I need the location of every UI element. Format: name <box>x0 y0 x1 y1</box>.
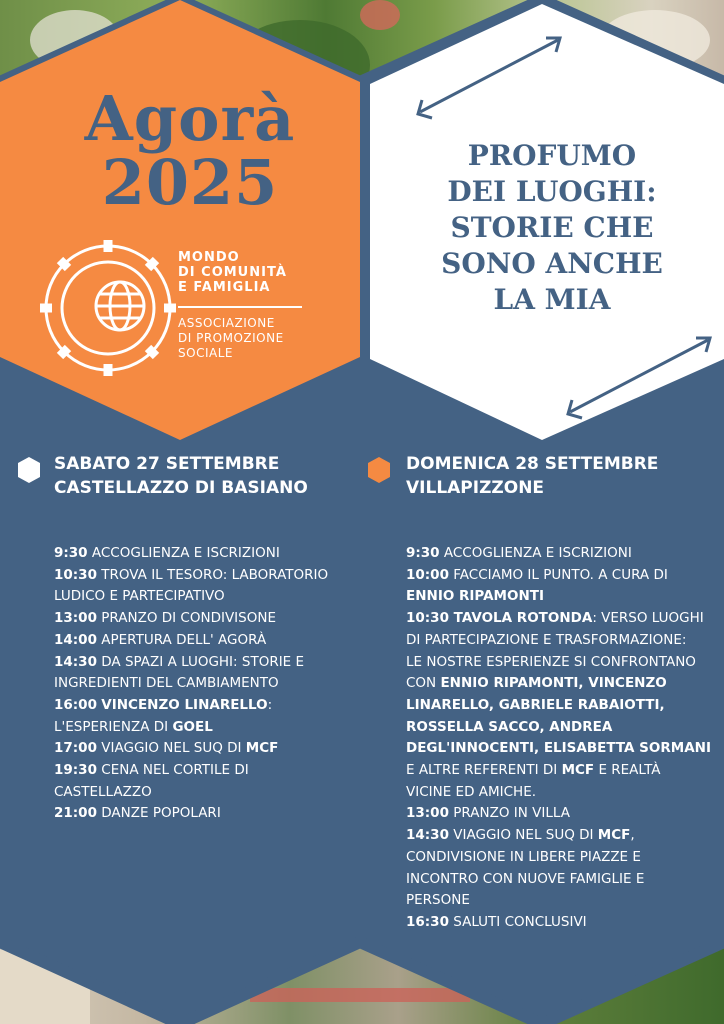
headline-line: LA MIA <box>493 283 611 316</box>
program-line <box>54 782 328 804</box>
headline-line: PROFUMO <box>467 139 637 172</box>
program-text: VICINE ED AMICHE. <box>406 783 537 800</box>
program-line <box>406 630 711 652</box>
program-line <box>54 760 328 782</box>
association-line: DI PROMOZIONE <box>178 331 284 345</box>
program-line <box>406 890 711 912</box>
program-line <box>54 803 328 825</box>
program-text: CASTELLAZZO <box>54 783 152 800</box>
program-text: PRANZO IN VILLA <box>448 805 570 822</box>
program-line <box>406 803 711 825</box>
program-text: 21:00 <box>54 805 97 822</box>
program-line <box>54 717 328 739</box>
program-text: DEGL'INNOCENTI, ELISABETTA SORMANI <box>406 740 711 757</box>
program-text: DANZE POPOLARI <box>96 805 221 822</box>
event-title-line1: Agorà <box>84 82 296 155</box>
day1-program <box>54 543 328 825</box>
program-text: 16:30 <box>406 913 449 930</box>
program-text: 10:30 <box>54 566 97 583</box>
day2-header <box>406 452 658 500</box>
day1-header <box>54 452 308 500</box>
program-line <box>406 586 711 608</box>
day1-date: SABATO 27 SETTEMBRE <box>54 454 280 474</box>
program-text: APERTURA DELL' AGORÀ <box>96 631 267 648</box>
program-text: : <box>267 696 273 713</box>
program-text: PRANZO DI CONDIVISONE <box>96 610 276 627</box>
program-line <box>406 717 711 739</box>
program-line <box>54 543 328 565</box>
program-text: GOEL <box>172 718 213 735</box>
org-name <box>178 250 308 295</box>
event-headline <box>402 138 702 318</box>
program-text: ACCOGLIENZA E ISCRIZIONI <box>87 545 280 561</box>
program-text: ROSSELLA SACCO, ANDREA <box>406 718 613 735</box>
program-line <box>54 652 328 674</box>
program-text: L'ESPERIENZA DI <box>54 718 173 735</box>
program-line <box>54 738 328 760</box>
day2-place: VILLAPIZZONE <box>406 478 545 498</box>
program-text: MCF <box>245 740 279 757</box>
program-text: CONDIVISIONE IN LIBERE PIAZZE E <box>406 848 641 865</box>
program-text: VIAGGIO NEL SUQ DI <box>96 740 246 757</box>
program-line <box>406 652 711 674</box>
program-text: ACCOGLIENZA E ISCRIZIONI <box>439 545 632 561</box>
program-text: , <box>630 827 635 844</box>
program-text: CON <box>406 675 441 692</box>
program-line <box>406 608 711 630</box>
program-text: INCONTRO CON NUOVE FAMIGLIE E <box>406 870 645 887</box>
program-text: SALUTI CONCLUSIVI <box>448 913 587 930</box>
day2-program <box>406 543 711 934</box>
program-line <box>406 869 711 891</box>
program-text: 13:00 <box>406 805 449 822</box>
program-line <box>406 695 711 717</box>
program-text: VINCENZO LINARELLO <box>101 696 268 713</box>
logo-divider <box>178 306 302 308</box>
program-line <box>54 586 328 608</box>
org-name-line: MONDO <box>178 250 240 265</box>
program-line <box>406 760 711 782</box>
program-line <box>54 695 328 717</box>
day2-date: DOMENICA 28 SETTEMBRE <box>406 454 659 474</box>
program-text: LINARELLO, GABRIELE RABAIOTTI, <box>406 696 665 713</box>
program-text: MCF <box>561 762 595 779</box>
program-text: 19:30 <box>54 762 97 779</box>
headline-line: DEI LUOGHI: <box>447 175 657 208</box>
headline-line: STORIE CHE <box>450 211 654 244</box>
program-text: PERSONE <box>406 892 470 909</box>
program-text: E ALTRE REFERENTI DI <box>406 762 562 779</box>
program-line <box>406 673 711 695</box>
program-line <box>54 673 328 695</box>
event-title-year: 2025 <box>101 146 279 219</box>
org-name-line: E FAMIGLIA <box>178 280 271 295</box>
program-text: VIAGGIO NEL SUQ DI <box>448 827 598 844</box>
program-line <box>406 738 711 760</box>
program-text: 17:00 <box>54 740 97 757</box>
program-text: 9:30 <box>54 545 88 561</box>
program-text: INGREDIENTI DEL CAMBIAMENTO <box>54 675 279 692</box>
program-line <box>406 825 711 847</box>
program-text: : VERSO LUOGHI <box>592 610 704 627</box>
program-text: DA SPAZI A LUOGHI: STORIE E <box>96 653 305 670</box>
program-line <box>54 608 328 630</box>
org-name-line: DI COMUNITÀ <box>178 265 287 280</box>
program-text: 10:00 <box>406 566 449 583</box>
program-text: 9:30 <box>406 545 440 561</box>
program-text: FACCIAMO IL PUNTO. A CURA DI <box>448 566 668 583</box>
program-line <box>406 847 711 869</box>
program-line <box>406 565 711 587</box>
program-text: 13:00 <box>54 610 97 627</box>
headline-line: SONO ANCHE <box>441 247 663 280</box>
orange-hexagon <box>0 0 360 440</box>
program-text: 14:30 <box>406 827 449 844</box>
program-text: DI PARTECIPAZIONE E TRASFORMAZIONE: <box>406 631 687 648</box>
program-text: 16:00 <box>54 696 97 713</box>
program-text: LE NOSTRE ESPERIENZE SI CONFRONTANO <box>406 653 696 670</box>
program-text: E REALTÀ <box>594 762 661 779</box>
program-text: MCF <box>597 827 631 844</box>
program-text: TROVA IL TESORO: LABORATORIO <box>96 566 329 583</box>
program-text: 10:30 TAVOLA ROTONDA <box>406 610 593 627</box>
association-type <box>178 316 318 361</box>
program-line <box>406 782 711 804</box>
program-line <box>54 565 328 587</box>
association-line: ASSOCIAZIONE <box>178 316 275 330</box>
program-text: LUDICO E PARTECIPATIVO <box>54 588 225 605</box>
association-line: SOCIALE <box>178 346 233 360</box>
program-text: 14:00 <box>54 631 97 648</box>
program-text: CENA NEL CORTILE DI <box>96 762 249 779</box>
program-line <box>54 630 328 652</box>
day1-place: CASTELLAZZO DI BASIANO <box>54 478 308 498</box>
program-line <box>406 912 711 934</box>
program-line <box>406 543 711 565</box>
program-text: ENNIO RIPAMONTI, VINCENZO <box>440 675 667 692</box>
program-text: 14:30 <box>54 653 97 670</box>
program-text: ENNIO RIPAMONTI <box>406 588 544 605</box>
